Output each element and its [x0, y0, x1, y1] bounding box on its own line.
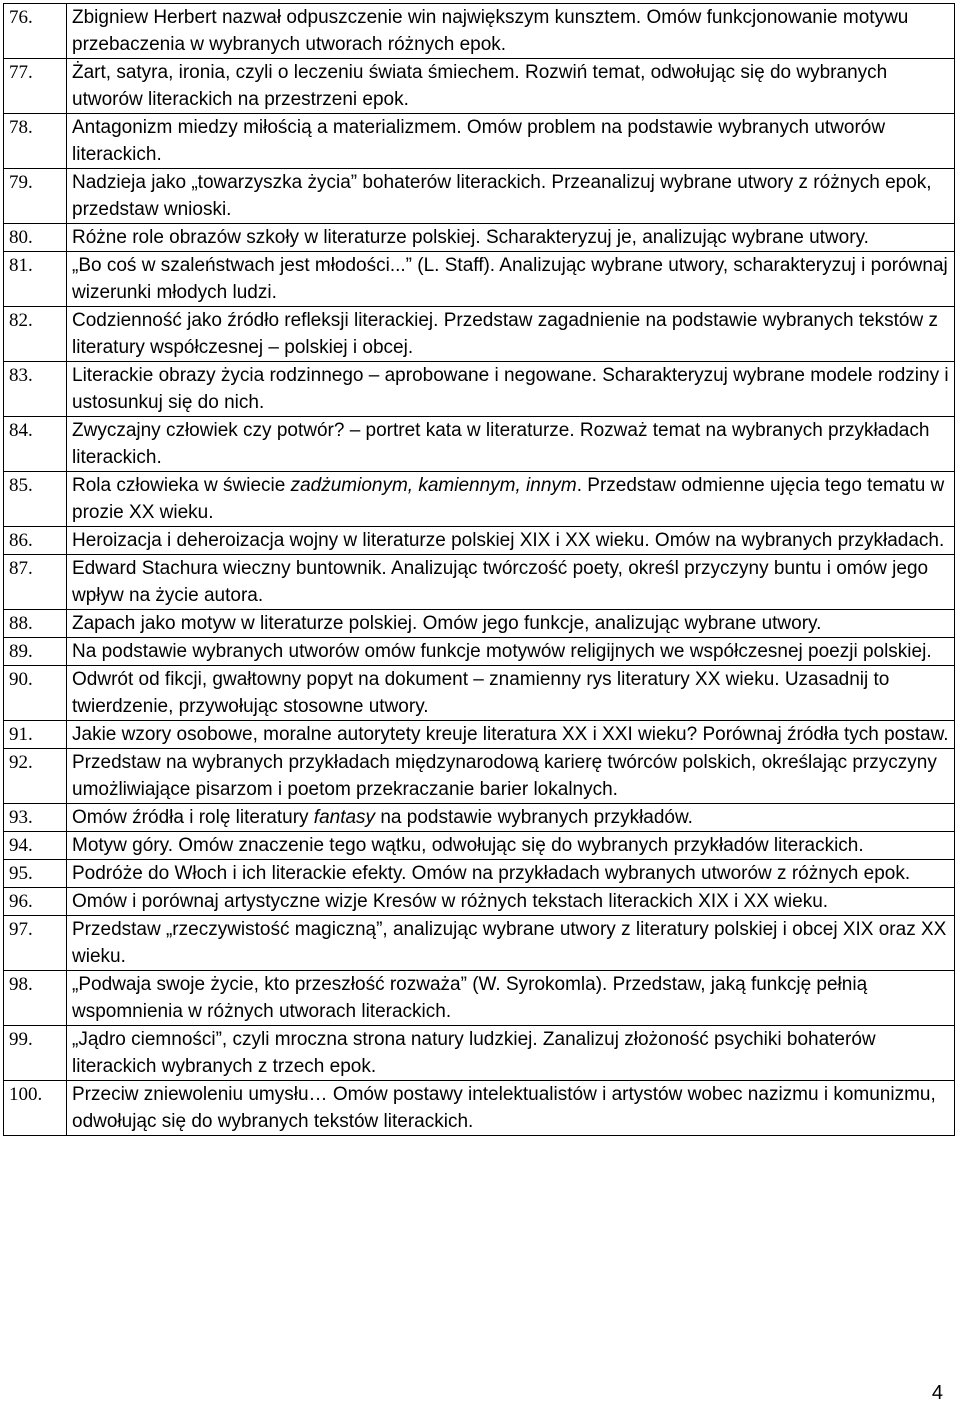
- topic-row: [4, 749, 955, 804]
- topic-text: [67, 362, 955, 417]
- topic-text-segment: Zapach jako motyw w literaturze polskiej. Omów jego funkcje, analizując wybrane utwory.: [72, 613, 822, 634]
- topic-text-segment: Różne role obrazów szkoły w literaturze polskiej. Scharakteryzuj je, analizując wybrane utwory.: [72, 227, 869, 248]
- topic-row: [4, 1026, 955, 1081]
- topic-text: [67, 114, 955, 169]
- topic-number: 93.: [4, 804, 67, 832]
- topic-text: [67, 1026, 955, 1081]
- topic-row: [4, 638, 955, 666]
- topic-number: 89.: [4, 638, 67, 666]
- topic-number: 91.: [4, 721, 67, 749]
- topic-text-segment: „Jądro ciemności”, czyli mroczna strona natury ludzkiej. Zanalizuj złożoność psychiki bohaterów literackich wybranych z trzech epok.: [72, 1029, 876, 1077]
- topic-number: 92.: [4, 749, 67, 804]
- topic-number: 78.: [4, 114, 67, 169]
- topic-number: 81.: [4, 252, 67, 307]
- topic-text-segment: „Podwaja swoje życie, kto przeszłość rozważa” (W. Syrokomla). Przedstaw, jaką funkcję pełnią wspomnienia w różnych utworach literackich.: [72, 974, 868, 1022]
- topic-text: [67, 555, 955, 610]
- topic-text: [67, 1081, 955, 1136]
- topic-text-segment: Edward Stachura wieczny buntownik. Analizując twórczość poety, określ przyczyny buntu i omów jego wpływ na życie autora.: [72, 558, 929, 606]
- topics-table: [3, 3, 955, 1136]
- topic-text: [67, 169, 955, 224]
- topic-row: [4, 417, 955, 472]
- topic-text: [67, 307, 955, 362]
- topic-number: 76.: [4, 4, 67, 59]
- topic-row: [4, 4, 955, 59]
- topic-number: 90.: [4, 666, 67, 721]
- topic-text: [67, 59, 955, 114]
- topic-text-segment: Na podstawie wybranych utworów omów funkcje motywów religijnych we współczesnej poezji polskiej.: [72, 641, 932, 662]
- topic-text-segment: Przedstaw „rzeczywistość magiczną”, analizując wybrane utwory z literatury polskiej i obcej XIX oraz XX wieku.: [72, 919, 947, 967]
- topic-row: [4, 916, 955, 971]
- topic-text-segment: na podstawie wybranych przykładów.: [375, 807, 693, 828]
- topic-row: [4, 666, 955, 721]
- topic-text: [67, 971, 955, 1026]
- page-number: 4: [931, 1382, 943, 1404]
- topic-text: [67, 916, 955, 971]
- topic-row: [4, 472, 955, 527]
- topic-row: [4, 307, 955, 362]
- topic-number: 86.: [4, 527, 67, 555]
- topic-text-segment: Omów źródła i rolę literatury: [72, 807, 314, 828]
- topic-number: 85.: [4, 472, 67, 527]
- topic-number: 99.: [4, 1026, 67, 1081]
- topic-number: 83.: [4, 362, 67, 417]
- topic-text-segment: Rola człowieka w świecie: [72, 475, 291, 496]
- topic-text: [67, 888, 955, 916]
- topic-number: 98.: [4, 971, 67, 1026]
- topic-row: [4, 59, 955, 114]
- topic-text-segment: Jakie wzory osobowe, moralne autorytety kreuje literatura XX i XXI wieku? Porównaj źródła tych postaw.: [72, 724, 949, 745]
- topic-number: 88.: [4, 610, 67, 638]
- topic-text-segment: Motyw góry. Omów znaczenie tego wątku, odwołując się do wybranych przykładów literackich.: [72, 835, 864, 856]
- topic-text: [67, 832, 955, 860]
- topic-text-segment: . Przedstaw odmienne ujęcia tego tematu w prozie XX wieku.: [72, 475, 945, 523]
- topic-text: [67, 804, 955, 832]
- topic-row: [4, 610, 955, 638]
- topic-number: 97.: [4, 916, 67, 971]
- topic-number: 80.: [4, 224, 67, 252]
- topic-text-segment: „Bo coś w szaleństwach jest młodości...” (L. Staff). Analizując wybrane utwory, scharakteryzuj i porównaj wizerunki młodych ludzi.: [72, 255, 948, 303]
- topic-number: 82.: [4, 307, 67, 362]
- topic-text-segment: Omów i porównaj artystyczne wizje Kresów w różnych tekstach literackich XIX i XX wieku.: [72, 891, 829, 912]
- topic-text: [67, 4, 955, 59]
- topic-text-segment: Przeciw zniewoleniu umysłu… Omów postawy intelektualistów i artystów wobec nazizmu i komunizmu, odwołując się do wybranych tekstów literackich.: [72, 1084, 936, 1132]
- topic-text: [67, 860, 955, 888]
- topic-text: [67, 638, 955, 666]
- topic-row: [4, 114, 955, 169]
- topic-text-italic: fantasy: [313, 807, 376, 828]
- topic-text: [67, 252, 955, 307]
- topic-text-italic: zadżumionym, kamiennym, innym: [290, 475, 577, 496]
- topic-text-segment: Zbigniew Herbert nazwał odpuszczenie win największym kunsztem. Omów funkcjonowanie motywu przebaczenia w wybranych utworach różnych epok.: [72, 7, 909, 55]
- topic-row: [4, 832, 955, 860]
- topic-number: 96.: [4, 888, 67, 916]
- topic-number: 87.: [4, 555, 67, 610]
- topic-text: [67, 472, 955, 527]
- topic-text-segment: Codzienność jako źródło refleksji literackiej. Przedstaw zagadnienie na podstawie wybranych tekstów z literatury współczesnej – polskiej i obcej.: [72, 310, 938, 358]
- topic-text: [67, 417, 955, 472]
- topic-text-segment: Przedstaw na wybranych przykładach międzynarodową karierę twórców polskich, określając przyczyny umożliwiające pisarzom i poetom przekraczanie barier lokalnych.: [72, 752, 937, 800]
- topics-table-body: [4, 4, 955, 1136]
- topic-text: [67, 666, 955, 721]
- topic-text: [67, 527, 955, 555]
- topic-row: [4, 252, 955, 307]
- topic-row: [4, 971, 955, 1026]
- topic-number: 95.: [4, 860, 67, 888]
- topic-text-segment: Żart, satyra, ironia, czyli o leczeniu świata śmiechem. Rozwiń temat, odwołując się do wybranych utworów literackich na przestrzeni epok.: [72, 62, 888, 110]
- topic-number: 84.: [4, 417, 67, 472]
- topic-text: [67, 610, 955, 638]
- topic-row: [4, 224, 955, 252]
- topic-number: 100.: [4, 1081, 67, 1136]
- topic-text: [67, 224, 955, 252]
- topic-row: [4, 169, 955, 224]
- topic-row: [4, 527, 955, 555]
- topic-text-segment: Antagonizm miedzy miłością a materializmem. Omów problem na podstawie wybranych utworów literackich.: [72, 117, 886, 165]
- topic-row: [4, 721, 955, 749]
- topic-row: [4, 804, 955, 832]
- topic-row: [4, 860, 955, 888]
- topic-text: [67, 749, 955, 804]
- topic-row: [4, 1081, 955, 1136]
- topic-text-segment: Nadzieja jako „towarzyszka życia” bohaterów literackich. Przeanalizuj wybrane utwory z różnych epok, przedstaw wnioski.: [72, 172, 932, 220]
- topic-number: 94.: [4, 832, 67, 860]
- topic-number: 77.: [4, 59, 67, 114]
- topic-text-segment: Odwrót od fikcji, gwałtowny popyt na dokument – znamienny rys literatury XX wieku. Uzasadnij to twierdzenie, przywołując stosowne utwory.: [72, 669, 890, 717]
- topic-row: [4, 555, 955, 610]
- topic-text-segment: Literackie obrazy życia rodzinnego – aprobowane i negowane. Scharakteryzuj wybrane modele rodziny i ustosunkuj się do nich.: [72, 365, 949, 413]
- topic-text-segment: Podróże do Włoch i ich literackie efekty. Omów na przykładach wybranych utworów z różnych epok.: [72, 863, 911, 884]
- topic-row: [4, 362, 955, 417]
- topic-text: [67, 721, 955, 749]
- topic-row: [4, 888, 955, 916]
- topic-text-segment: Heroizacja i deheroizacja wojny w literaturze polskiej XIX i XX wieku. Omów na wybranych przykładach.: [72, 530, 945, 551]
- topic-number: 79.: [4, 169, 67, 224]
- topic-text-segment: Zwyczajny człowiek czy potwór? – portret kata w literaturze. Rozważ temat na wybranych przykładach literackich.: [72, 420, 930, 468]
